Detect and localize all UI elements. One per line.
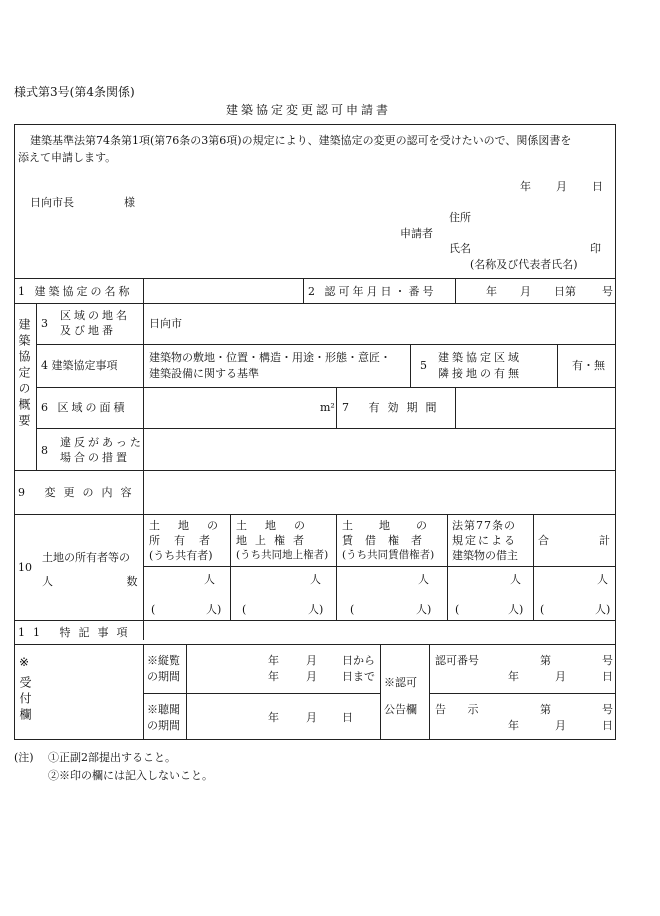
- hearing-month: 月: [306, 711, 317, 724]
- date-day: 日: [592, 180, 603, 193]
- row8-num: 8: [41, 444, 48, 457]
- row10-line2: 人 数: [42, 575, 138, 588]
- honorific: 様: [124, 196, 135, 209]
- name-label: 氏名: [449, 242, 471, 255]
- intro-line1: 建築基準法第74条第1項(第76条の3第6項)の規定により、建築協定の変更の認可を受けたいので、関係図書を: [30, 134, 572, 147]
- col2-paren-open: (: [242, 603, 247, 616]
- hearing-line2: の期間: [147, 719, 180, 732]
- name-note: (名称及び代表者氏名): [470, 258, 578, 271]
- col1-paren-open: (: [151, 603, 156, 616]
- hearing-line1: ※聴聞: [147, 703, 180, 716]
- overview-group-label: 建築協定の概要: [17, 318, 31, 430]
- row10-line1: 土地の所有者等の: [42, 551, 130, 564]
- row2-month: 月: [520, 285, 531, 298]
- date-month: 月: [556, 180, 567, 193]
- row4-label: 4 建築協定事項: [41, 359, 118, 372]
- col2-line3: (うち共同地上権者): [236, 549, 329, 561]
- notice-label: 告 示: [435, 703, 479, 716]
- row5-line1: 建築協定区域: [438, 351, 522, 364]
- col5-total: 合計: [538, 534, 660, 547]
- row3-line1: 区域の地名: [60, 309, 130, 322]
- inspect-from-year: 年: [268, 654, 279, 667]
- col3-line3: (うち共同賃借権者): [342, 549, 435, 561]
- approval-no-label: 認可番号: [435, 654, 479, 667]
- row3-value: 日向市: [149, 317, 182, 330]
- reception-mark: ※: [19, 655, 30, 669]
- row3-num: 3: [41, 317, 48, 330]
- inspect-from-month: 月: [306, 654, 317, 667]
- note-1: ①正副2部提出すること。: [48, 751, 176, 764]
- col3-line1: 土地の: [342, 519, 453, 532]
- inspect-from-day: 日から: [342, 654, 375, 667]
- intro-line2: 添えて申請します。: [18, 151, 117, 164]
- row5-num: 5: [420, 359, 427, 372]
- approve-line2: 公告欄: [384, 703, 417, 716]
- row5-line2: 隣接地の有無: [438, 367, 522, 380]
- inspect-to-month: 月: [306, 670, 317, 683]
- approval-month: 月: [555, 670, 566, 683]
- row4-line1: 建築物の敷地・位置・構造・用途・形態・意匠・: [149, 351, 391, 364]
- hearing-day: 日: [342, 711, 353, 724]
- note-2: ②※印の欄には記入しないこと。: [48, 769, 213, 782]
- reception-label: 受付欄: [18, 676, 32, 724]
- col1-line2: 所有者: [149, 534, 224, 547]
- row8-line2: 場合の措置: [60, 451, 130, 464]
- col5-persons: 人: [597, 573, 608, 586]
- row6-unit: m²: [320, 401, 335, 414]
- col3-persons: 人: [418, 573, 429, 586]
- notice-day: 日: [602, 719, 613, 732]
- approval-no-prefix: 第: [540, 654, 551, 667]
- row2-go: 号: [602, 285, 613, 298]
- form-title: 建築協定変更認可申請書: [226, 103, 392, 117]
- col3-paren-close: 人): [416, 603, 432, 616]
- col2-paren-close: 人): [308, 603, 324, 616]
- notice-year: 年: [508, 719, 519, 732]
- col2-persons: 人: [310, 573, 321, 586]
- notice-no-suffix: 号: [602, 703, 613, 716]
- approval-no-suffix: 号: [602, 654, 613, 667]
- row3-line2: 及び地番: [60, 324, 116, 337]
- col4-line2: 規定による: [452, 534, 517, 547]
- col4-paren-open: (: [455, 603, 460, 616]
- approval-day: 日: [602, 670, 613, 683]
- inspect-line1: ※縦覧: [147, 654, 180, 667]
- row9-label: 9 変更の内容: [18, 486, 140, 499]
- inspect-line2: の期間: [147, 670, 180, 683]
- notice-no-prefix: 第: [540, 703, 551, 716]
- col1-line1: 土地の: [149, 519, 236, 532]
- row5-value: 有・無: [572, 359, 605, 372]
- row2-label: 2 認可年月日・番号: [308, 285, 437, 298]
- seal-mark: 印: [590, 242, 601, 255]
- row11-label: 11 特記事項: [18, 626, 136, 639]
- col1-paren-close: 人): [206, 603, 222, 616]
- col5-paren-close: 人): [595, 603, 611, 616]
- row1-label: 1 建築協定の名称: [18, 285, 133, 298]
- col1-line3: (うち共有者): [149, 549, 213, 562]
- col4-line3: 建築物の借主: [452, 549, 518, 562]
- approval-year: 年: [508, 670, 519, 683]
- col4-paren-close: 人): [508, 603, 524, 616]
- date-year: 年: [520, 180, 531, 193]
- col4-persons: 人: [510, 573, 521, 586]
- addressee: 日向市長: [30, 196, 74, 209]
- notice-month: 月: [555, 719, 566, 732]
- col2-line1: 土地の: [236, 519, 323, 532]
- col3-line2: 賃借権者: [342, 534, 434, 547]
- address-label: 住所: [449, 211, 471, 224]
- notes-label: (注): [14, 751, 34, 764]
- row8-line1: 違反があった: [60, 436, 144, 449]
- row10-num: 10: [18, 561, 32, 574]
- row7-label: 7 有効期間: [342, 401, 445, 414]
- col1-persons: 人: [204, 573, 215, 586]
- col2-line2: 地上権者: [236, 534, 312, 547]
- row6-label: 6 区域の面積: [41, 401, 128, 414]
- inspect-to-year: 年: [268, 670, 279, 683]
- approve-line1: ※認可: [384, 676, 417, 689]
- row2-year: 年: [486, 285, 497, 298]
- row4-line2: 建築設備に関する基準: [149, 367, 259, 380]
- col5-paren-open: (: [540, 603, 545, 616]
- col3-paren-open: (: [350, 603, 355, 616]
- form-number: 様式第3号(第4条関係): [14, 85, 135, 99]
- hearing-year: 年: [268, 711, 279, 724]
- row2-day-no: 日第: [554, 285, 576, 298]
- form-frame: [14, 124, 616, 740]
- applicant-label: 申請者: [400, 227, 433, 240]
- inspect-to-day: 日まで: [342, 670, 375, 683]
- col4-line1: 法第77条の: [452, 519, 516, 532]
